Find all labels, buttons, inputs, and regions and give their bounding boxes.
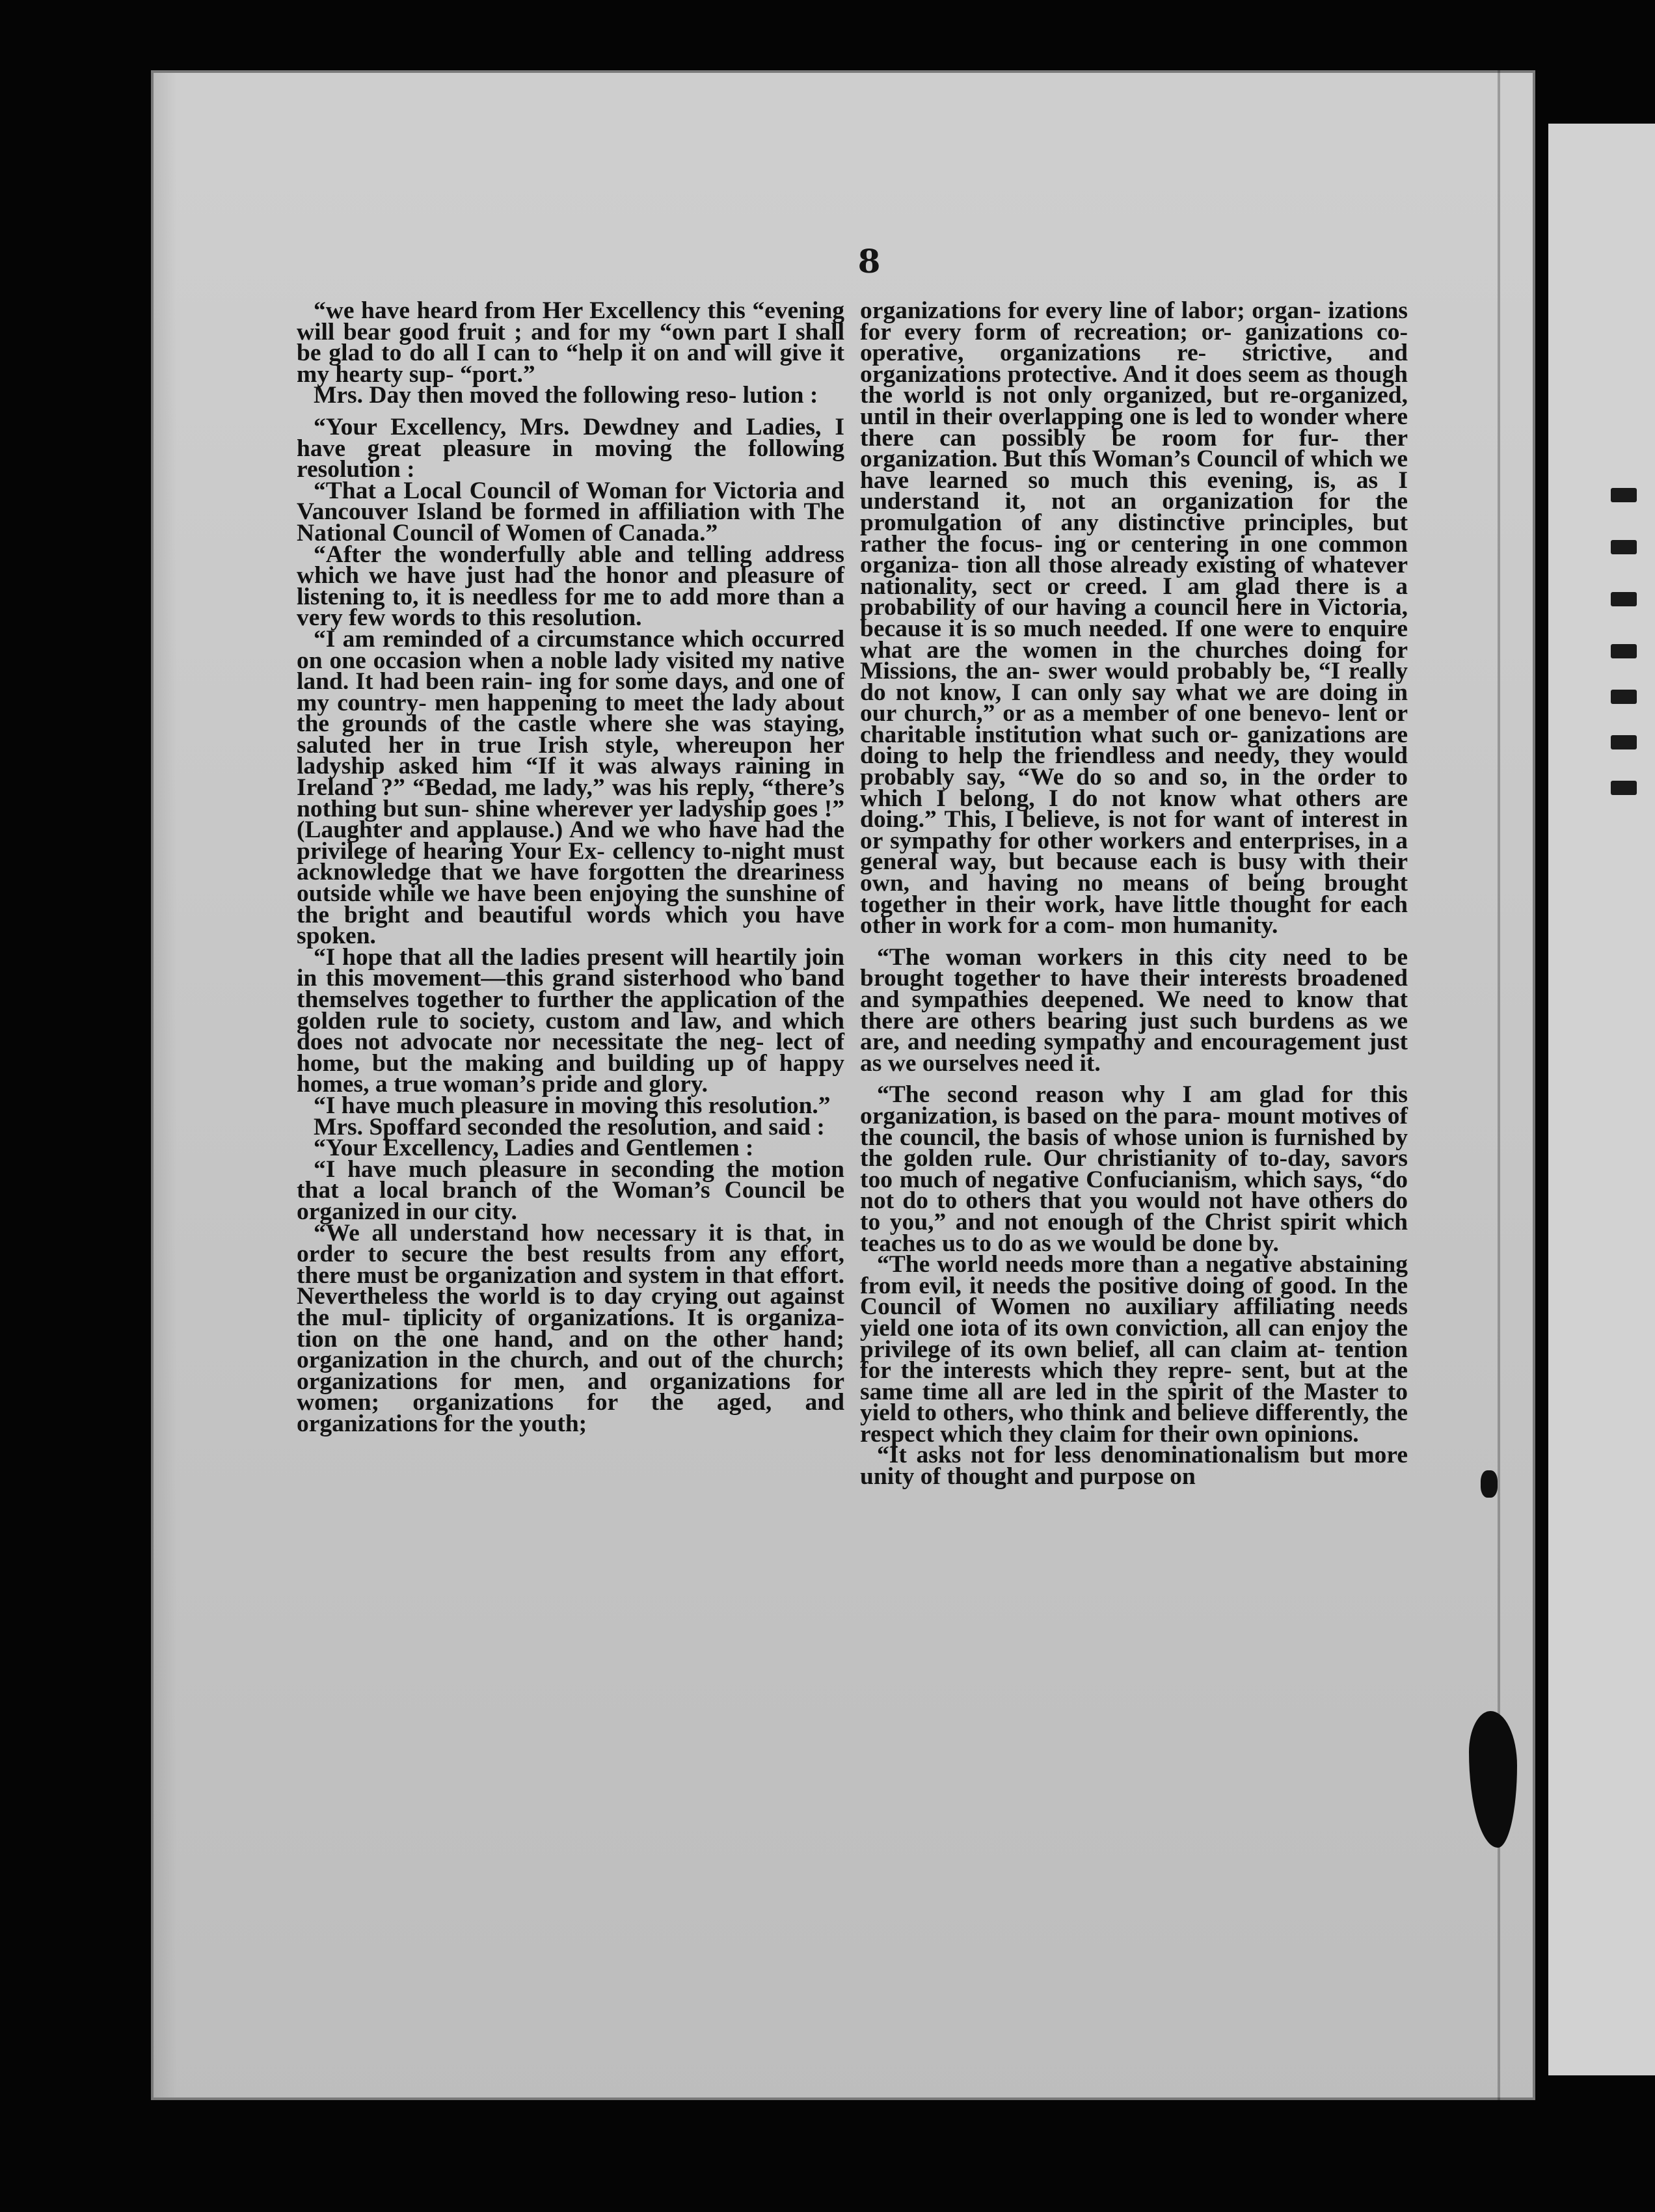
edge-letter-r (1611, 592, 1637, 606)
edge-letter-y (1611, 690, 1637, 704)
ink-blot (1481, 1470, 1498, 1498)
edge-letter-v (1611, 644, 1637, 658)
right-text-column (860, 297, 1408, 1490)
paragraph: “we have heard from Her Excellency this “evening will bear good fruit ; and for my “own part I shall be glad to do all I can to “help it on and will give it my hearty sup- “port.” (297, 297, 844, 388)
paragraph: “After the wonderfully able and telling address which we have just had the honor and pleasure of listening to, it is needless for me to add more than a very few words to this resolution. (297, 541, 844, 632)
edge-letter-c (1611, 488, 1637, 502)
paragraph: organizations for every line of labor; organ- izations for every form of recreation; or- ganizations co-operative, organizations re- strictive, and organizations protective. And it does seem as though the world is not only organized, but re-organized, until in their overlapping one is led to wonder where there can possibly be room for fur- ther organization. But this Woman’s Council of which we have learned so much this evening, is, as I understand it, not an organization for the promulgation of any distinctive principles, but rather the focus- ing or centering in one common organiza- tion all those already existing of whatever nationality, sect or creed. I am glad there is a probability of our having a council here in Victoria, because it is so much needed. If one were to enquire what are the women in the churches doing for Missions, the an- swer would probably be, “I really do not know, I can only say what we are doing in our church,” or as a member of one benevo- lent or charitable institution what such or- ganizations are doing to help the friendless and needy, they would probably say, “We do so and so, in the order to which I belong, I do not know what others are doing.” This, I believe, is not for want of interest in or sympathy for other workers and enterprises, in a general way, but because each is busy with their own, and having no means of being brought together in their work, have little thought for each other in work for a com- mon humanity. (860, 297, 1408, 939)
paragraph: “It asks not for less denominationalism but more unity of thought and purpose on (860, 1442, 1408, 1490)
edge-letter-n (1611, 781, 1637, 795)
paragraph: “The second reason why I am glad for this organization, is based on the para- mount motives of the council, the basis of whose union is furnished by the golden rule. Our christianity of to-day, savors too much of negative Confucianism, which says, “do not do to others that you would not have others do to you,” and not enough of the Christ spirit which teaches us to do as we would be done by. (860, 1081, 1408, 1257)
edge-letter-t (1611, 540, 1637, 554)
paragraph: “The woman workers in this city need to be brought together to have their interests broadened and sympathies deepened. We need to know that there are others bearing just such burdens as we are, and needing sympathy and encouragement just as we ourselves need it. (860, 943, 1408, 1077)
paragraph: “We all understand how necessary it is that, in order to secure the best results from any effort, there must be organization and system in that effort. Nevertheless the world is to day crying out against the mul- tiplicity of organizations. It is organiza- tion on the one hand, and on the other hand; organization in the church, and out of the church; organizations for men, and organizations for women; organizations for the aged, and organizations for the youth; (297, 1219, 844, 1437)
paragraph: “I have much pleasure in seconding the motion that a local branch of the Woman’s Council be organized in our city. (297, 1155, 844, 1225)
paragraph: “I have much pleasure in moving this resolution.” (314, 1092, 831, 1119)
paragraph: “I hope that all the ladies present will heartily join in this movement—this grand sisterhood who band themselves together to further the application of the golden rule to society, custom and law, and which does not advocate nor necessitate the neg- lect of home, but the making and building up of happy homes, a true woman’s pride and glory. (297, 943, 844, 1098)
paragraph: Mrs. Spoffard seconded the resolution, and said : (314, 1113, 825, 1140)
page-number: 8 (857, 242, 881, 280)
paragraph: Mrs. Day then moved the following reso- lution : (314, 382, 818, 409)
edge-letter-h (1611, 735, 1637, 749)
salutation: “Your Excellency, Ladies and Gentlemen : (314, 1135, 754, 1162)
paragraph: “I am reminded of a circumstance which occurred on one occasion when a noble lady visited my native land. It had been rain- ing for some days, and one of my country- men happening to meet the lady about the grounds of the castle where she was staying, saluted her in true Irish style, whereupon her ladyship asked him “If it was always raining in Ireland ?” “Bedad, me lady,” was his reply, “there’s nothing but sun- shine wherever yer ladyship goes !” (Laughter and applause.) And we who have had the privilege of hearing Your Ex- cellency to-night must acknowledge that we have forgotten the dreariness outside while we have been enjoying the sunshine of the bright and beautiful words which you have spoken. (297, 625, 844, 950)
adjacent-page-edge (1548, 124, 1655, 2075)
resolution-text: “That a Local Council of Woman for Victoria and Vancouver Island be formed in affiliation with The National Council of Women of Canada.” (297, 477, 844, 546)
paragraph: “Your Excellency, Mrs. Dewdney and Ladies, I have great pleasure in moving the following resolution : (297, 413, 844, 483)
paragraph: “The world needs more than a negative abstaining from evil, it needs the positive doing of good. In the Council of Women no auxiliary affiliating needs yield one iota of its own conviction, all can enjoy the privilege of its own belief, all can claim at- tention for the interests which they repre- sent, but at the same time all are led in the spirit of the Master to yield to others, who think and believe differently, the respect which they claim for their own opinions. (860, 1251, 1408, 1448)
left-text-column (297, 297, 844, 1437)
